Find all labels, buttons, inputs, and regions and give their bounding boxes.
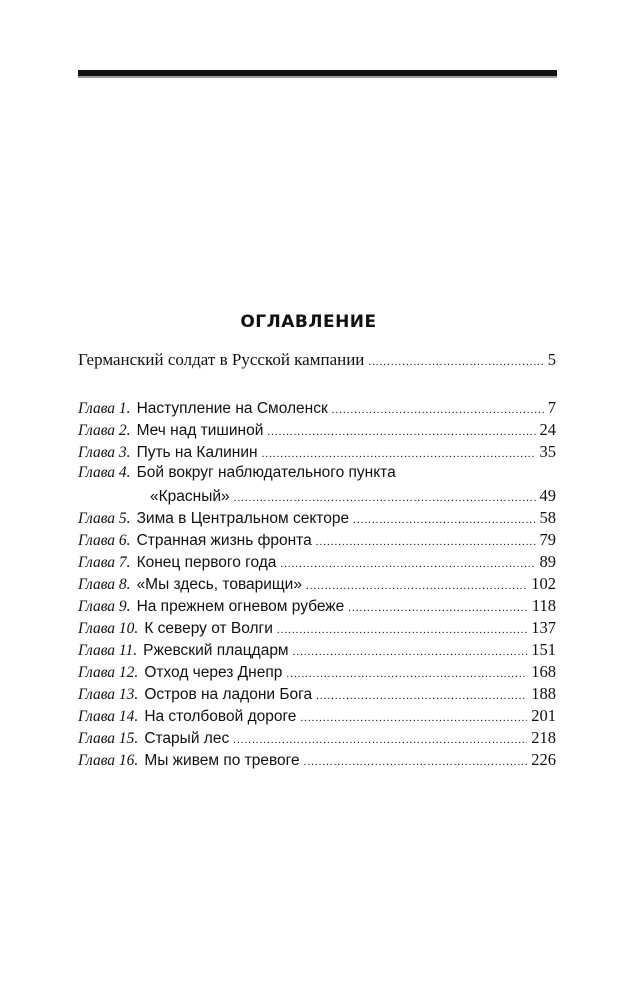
toc-chapter-entry[interactable] (78, 618, 556, 640)
toc-chapter-entry[interactable] (78, 728, 556, 750)
chapter-label: Глава 2. (78, 422, 131, 439)
dot-leader (316, 536, 536, 548)
dot-leader (300, 712, 527, 724)
chapter-title: На столбовой дороге (144, 708, 297, 725)
toc-chapter-entry[interactable] (78, 442, 556, 464)
toc-chapter-entry[interactable] (78, 662, 556, 684)
chapter-page: 58 (539, 508, 556, 527)
chapter-label: Глава 9. (78, 598, 131, 615)
chapter-page: 218 (531, 728, 556, 747)
chapter-page: 137 (531, 618, 556, 637)
toc-intro-entry[interactable] (78, 350, 556, 372)
dot-leader (262, 448, 536, 460)
chapter-label: Глава 14. (78, 708, 139, 725)
chapter-title: Путь на Калинин (136, 444, 258, 461)
chapter-label: Глава 4. (78, 464, 131, 481)
dot-leader (306, 580, 527, 592)
chapter-title: Зима в Центральном секторе (136, 510, 350, 527)
chapter-title-continued: «Красный» (150, 488, 230, 505)
chapter-label: Глава 16. (78, 752, 139, 769)
chapter-label: Глава 11. (78, 642, 138, 659)
dot-leader (304, 756, 528, 768)
toc-chapter-entry[interactable] (78, 684, 556, 706)
dot-leader (332, 404, 544, 416)
dot-leader (348, 602, 528, 614)
header-rule (78, 70, 557, 78)
dot-leader (353, 514, 535, 526)
toc-chapter-entry[interactable] (78, 574, 556, 596)
chapter-label: Глава 12. (78, 664, 139, 681)
dot-leader (316, 690, 527, 702)
toc-chapter-entry[interactable] (78, 750, 556, 772)
chapter-label: Глава 15. (78, 730, 139, 747)
toc-chapter-entry[interactable] (78, 464, 556, 486)
toc-chapter-entry[interactable] (78, 508, 556, 530)
chapter-title: Меч над тишиной (136, 422, 264, 439)
toc-chapter-entry[interactable] (78, 420, 556, 442)
chapter-page: 226 (531, 750, 556, 769)
chapter-title: Конец первого года (136, 554, 277, 571)
dot-leader (277, 624, 527, 636)
dot-leader (267, 426, 535, 438)
page-title: ОГЛАВЛЕНИЕ (240, 312, 377, 332)
dot-leader (280, 558, 535, 570)
toc-chapter-entry[interactable] (78, 398, 556, 420)
chapter-title: Бой вокруг наблюдательного пункта (136, 464, 396, 481)
toc-entry-page: 5 (547, 350, 556, 369)
chapter-label: Глава 5. (78, 510, 131, 527)
chapter-title: Наступление на Смоленск (136, 400, 328, 417)
chapter-label: Глава 3. (78, 444, 131, 461)
toc-chapter-entry[interactable] (78, 706, 556, 728)
toc-chapter-entry-continued[interactable] (78, 486, 556, 508)
chapter-page: 24 (539, 420, 556, 439)
chapter-label: Глава 1. (78, 400, 131, 417)
chapter-page: 89 (539, 552, 556, 571)
chapter-title: К северу от Волги (144, 620, 273, 637)
chapter-label: Глава 10. (78, 620, 139, 637)
chapter-title: Ржевский плацдарм (143, 642, 289, 659)
chapter-page: 151 (531, 640, 556, 659)
chapter-page: 49 (539, 486, 556, 505)
chapter-page: 102 (531, 574, 556, 593)
chapter-page: 118 (531, 596, 556, 615)
dot-leader (234, 492, 536, 504)
toc-chapter-entry[interactable] (78, 640, 556, 662)
toc-chapter-entry[interactable] (78, 596, 556, 618)
chapter-title: На прежнем огневом рубеже (136, 598, 345, 615)
dot-leader (233, 734, 527, 746)
chapter-label: Глава 7. (78, 554, 131, 571)
chapter-label: Глава 13. (78, 686, 139, 703)
chapter-title: Отход через Днепр (144, 664, 283, 681)
chapter-page: 35 (539, 442, 556, 461)
chapter-title: Остров на ладони Бога (144, 686, 313, 703)
chapter-page: 168 (531, 662, 556, 681)
chapter-label: Глава 8. (78, 576, 131, 593)
chapter-page: 79 (539, 530, 556, 549)
toc-chapter-entry[interactable] (78, 530, 556, 552)
dot-leader (368, 356, 543, 368)
chapter-title: «Мы здесь, товарищи» (136, 576, 302, 593)
chapter-page: 201 (531, 706, 556, 725)
dot-leader (286, 668, 527, 680)
chapter-title: Старый лес (144, 730, 230, 747)
chapter-label: Глава 6. (78, 532, 131, 549)
chapter-title: Странная жизнь фронта (136, 532, 312, 549)
toc-entry-title: Германский солдат в Русской кампании (78, 350, 365, 369)
chapter-page: 188 (531, 684, 556, 703)
dot-leader (293, 646, 528, 658)
toc-chapter-entry[interactable] (78, 552, 556, 574)
chapter-title: Мы живем по тревоге (144, 752, 300, 769)
chapter-page: 7 (547, 398, 556, 417)
